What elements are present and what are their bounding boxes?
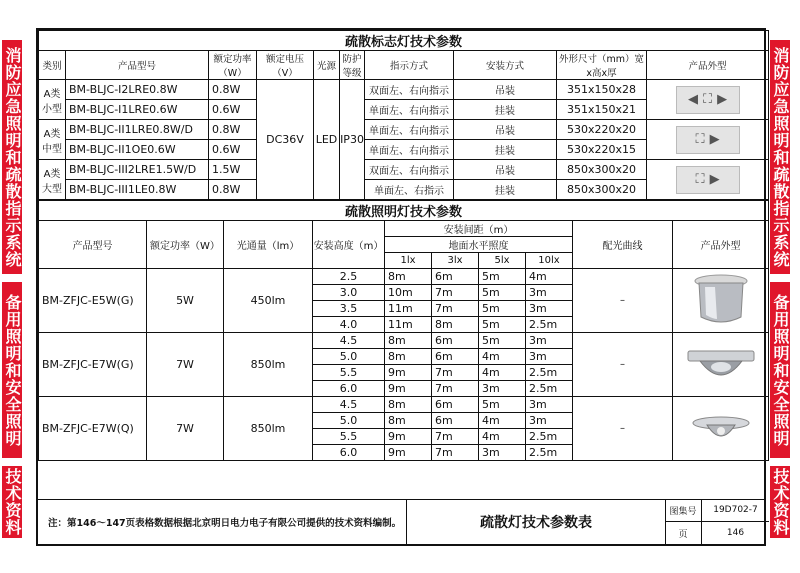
indicate-cell: 单面左、右向指示 — [365, 140, 454, 160]
height-cell: 3.5 — [313, 301, 385, 317]
sign-image-cell — [647, 160, 769, 200]
spacing-cell: 8m — [385, 269, 432, 285]
category-cell: A类小型 — [39, 80, 66, 120]
header-flux: 光通量（lm） — [224, 221, 313, 269]
spacing-cell: 4m — [479, 413, 526, 429]
light-table-body — [39, 269, 769, 461]
spacing-cell: 2.5m — [526, 445, 573, 461]
header-lux: 3lx — [432, 253, 479, 269]
sign-image-cell — [647, 120, 769, 160]
tab-tech-data[interactable]: 技术资料 — [771, 468, 790, 536]
power-cell: 0.8W — [209, 180, 257, 200]
exit-sign-small-image — [676, 86, 740, 114]
size-cell: 351x150x28 — [557, 80, 647, 100]
model-cell: BM-BLJC-III2LRE1.5W/D — [66, 160, 209, 180]
size-cell: 530x220x15 — [557, 140, 647, 160]
install-cell: 挂装 — [454, 180, 557, 200]
spacing-cell: 8m — [385, 413, 432, 429]
spacing-cell: 5m — [479, 333, 526, 349]
footer-note: 注：第146～147页表格数据根据北京明日电力电子有限公司提供的技术资料编制。 — [48, 518, 402, 529]
height-cell: 6.0 — [313, 445, 385, 461]
size-cell: 850x300x20 — [557, 180, 647, 200]
spacing-cell: 7m — [432, 365, 479, 381]
spacing-cell: 11m — [385, 317, 432, 333]
spacing-cell: 6m — [432, 397, 479, 413]
spacing-cell: 9m — [385, 429, 432, 445]
spacing-cell: 4m — [479, 365, 526, 381]
running-man-icon: ⛶ — [695, 132, 705, 147]
running-man-icon: ⛶ — [702, 92, 713, 107]
flux-cell: 850lm — [224, 397, 313, 461]
light-table-title: 疏散照明灯技术参数 — [39, 201, 769, 221]
spacing-cell: 7m — [432, 381, 479, 397]
height-cell: 5.0 — [313, 413, 385, 429]
model-cell: BM-BLJC-II1OE0.6W — [66, 140, 209, 160]
power-cell: 1.5W — [209, 160, 257, 180]
header-install: 安装方式 — [454, 51, 557, 80]
tab-emergency-lighting[interactable]: 消防应急照明和疏散指示系统 — [2, 40, 22, 274]
height-cell: 4.5 — [313, 333, 385, 349]
height-cell: 2.5 — [313, 269, 385, 285]
header-indicate: 指示方式 — [365, 51, 454, 80]
power-cell: 7W — [147, 333, 224, 397]
protection-cell: IP30 — [340, 80, 365, 200]
height-cell: 3.0 — [313, 285, 385, 301]
sheet-meta — [665, 499, 769, 544]
power-cell: 5W — [147, 269, 224, 333]
tab-tech-data[interactable]: 技术资料 — [3, 468, 22, 536]
header-voltage: 额定电压（V） — [257, 51, 314, 80]
emergency-lamp-image — [673, 413, 768, 445]
title-box — [406, 499, 769, 544]
curve-cell: – — [573, 333, 673, 397]
spacing-cell: 8m — [385, 349, 432, 365]
atlas-number: 19D702-7 — [713, 505, 758, 515]
header-illuminance: 地面水平照度 — [385, 237, 573, 253]
spacing-cell: 2.5m — [526, 365, 573, 381]
spacing-cell: 6m — [432, 333, 479, 349]
spacing-cell: 5m — [479, 269, 526, 285]
right-side-tabs — [770, 40, 798, 546]
page-label: 页 — [665, 522, 702, 544]
height-cell: 5.0 — [313, 349, 385, 365]
header-light-source: 光源 — [314, 51, 340, 80]
spacing-cell: 9m — [385, 365, 432, 381]
model-cell: BM-BLJC-I2LRE0.8W — [66, 80, 209, 100]
size-cell: 351x150x21 — [557, 100, 647, 120]
spacing-cell: 2.5m — [526, 429, 573, 445]
category-cell: A类中型 — [39, 120, 66, 160]
install-cell: 吊装 — [454, 120, 557, 140]
height-cell: 4.5 — [313, 397, 385, 413]
header-shape: 产品外型 — [647, 51, 769, 80]
spacing-cell: 7m — [432, 429, 479, 445]
spacing-cell: 10m — [385, 285, 432, 301]
spacing-cell: 8m — [385, 397, 432, 413]
power-cell: 0.8W — [209, 120, 257, 140]
height-cell: 5.5 — [313, 365, 385, 381]
arrow-right-icon: ▶ — [709, 172, 720, 187]
tab-standby-lighting[interactable]: 备用照明和安全照明 — [2, 282, 22, 458]
spacing-cell: 4m — [479, 349, 526, 365]
spacing-cell: 5m — [479, 285, 526, 301]
model-cell: BM-BLJC-III1LE0.8W — [66, 180, 209, 200]
power-cell: 7W — [147, 397, 224, 461]
curve-cell: – — [573, 397, 673, 461]
table-row — [39, 80, 769, 100]
indicate-cell: 双面左、右向指示 — [365, 160, 454, 180]
curve-cell: – — [573, 269, 673, 333]
illumination-light-table — [38, 200, 769, 461]
height-cell: 6.0 — [313, 381, 385, 397]
install-cell: 挂装 — [454, 140, 557, 160]
header-curve: 配光曲线 — [573, 221, 673, 269]
flux-cell: 850lm — [224, 333, 313, 397]
spacing-cell: 3m — [479, 445, 526, 461]
header-height: 安装高度（m） — [313, 221, 385, 269]
spacing-cell: 6m — [432, 269, 479, 285]
spacing-cell: 9m — [385, 381, 432, 397]
page-number: 146 — [726, 528, 745, 538]
exit-sign-medium-image — [676, 126, 740, 154]
spacing-cell: 3m — [526, 333, 573, 349]
lamp-image-cell — [673, 333, 769, 397]
sign-light-table — [38, 30, 769, 200]
emergency-lamp-image — [673, 345, 768, 385]
sheet-title: 疏散灯技术参数表 — [407, 499, 666, 544]
model-cell: BM-BLJC-I1LRE0.6W — [66, 100, 209, 120]
atlas-label: 图集号 — [665, 499, 702, 521]
sign-table-header — [39, 51, 769, 80]
power-cell: 0.8W — [209, 80, 257, 100]
model-cell: BM-ZFJC-E5W(G) — [39, 269, 147, 333]
table-row — [39, 397, 769, 413]
spacing-cell: 7m — [432, 445, 479, 461]
spacing-cell: 8m — [432, 317, 479, 333]
table-row — [39, 160, 769, 180]
power-cell: 0.6W — [209, 100, 257, 120]
sign-image-cell — [647, 80, 769, 120]
tab-emergency-lighting[interactable]: 消防应急照明和疏散指示系统 — [770, 40, 790, 274]
model-cell: BM-ZFJC-E7W(G) — [39, 333, 147, 397]
header-spacing: 安装间距（m） — [385, 221, 573, 237]
drawing-frame — [36, 28, 766, 546]
header-protection: 防护等级 — [340, 51, 365, 80]
spacing-cell: 3m — [526, 349, 573, 365]
category-cell: A类大型 — [39, 160, 66, 200]
indicate-cell: 双面左、右向指示 — [365, 80, 454, 100]
table-row — [39, 333, 769, 349]
sign-table-title: 疏散标志灯技术参数 — [39, 31, 769, 51]
exit-sign-large-image — [676, 166, 740, 194]
spacing-cell: 9m — [385, 445, 432, 461]
spacing-cell: 3m — [526, 285, 573, 301]
spacing-cell: 3m — [526, 301, 573, 317]
spacing-cell: 6m — [432, 349, 479, 365]
left-side-tabs — [2, 40, 30, 546]
spacing-cell: 2.5m — [526, 381, 573, 397]
indicate-cell: 单面左、右向指示 — [365, 120, 454, 140]
voltage-cell: DC36V — [257, 80, 314, 200]
spacing-cell: 3m — [526, 413, 573, 429]
table-row — [39, 269, 769, 285]
spacing-cell: 7m — [432, 285, 479, 301]
tab-standby-lighting[interactable]: 备用照明和安全照明 — [770, 282, 790, 458]
lamp-image-cell — [673, 269, 769, 333]
header-lux: 10lx — [526, 253, 573, 269]
spacing-cell: 5m — [479, 317, 526, 333]
header-power: 额定功率（W） — [209, 51, 257, 80]
install-cell: 吊装 — [454, 160, 557, 180]
spacing-cell: 8m — [385, 333, 432, 349]
indicate-cell: 单面左、右指示 — [365, 180, 454, 200]
model-cell: BM-BLJC-II1LRE0.8W/D — [66, 120, 209, 140]
table-row — [39, 120, 769, 140]
model-cell: BM-ZFJC-E7W(Q) — [39, 397, 147, 461]
spacing-cell: 4m — [479, 429, 526, 445]
arrow-right-icon: ▶ — [709, 132, 720, 147]
spacing-cell: 5m — [479, 301, 526, 317]
title-block — [38, 499, 764, 544]
spacing-cell: 11m — [385, 301, 432, 317]
header-power: 额定功率（W） — [147, 221, 224, 269]
indicate-cell: 单面左、右向指示 — [365, 100, 454, 120]
light-table-header — [39, 221, 769, 237]
spacing-cell: 2.5m — [526, 317, 573, 333]
size-cell: 850x300x20 — [557, 160, 647, 180]
spacing-cell: 5m — [479, 397, 526, 413]
height-cell: 5.5 — [313, 429, 385, 445]
install-cell: 吊装 — [454, 80, 557, 100]
header-lux: 1lx — [385, 253, 432, 269]
height-cell: 4.0 — [313, 317, 385, 333]
arrow-left-icon: ◀ — [687, 92, 698, 107]
spacing-cell: 3m — [479, 381, 526, 397]
header-lux: 5lx — [479, 253, 526, 269]
emergency-lamp-image — [673, 273, 768, 329]
spacing-cell: 3m — [526, 397, 573, 413]
install-cell: 挂装 — [454, 100, 557, 120]
header-shape: 产品外型 — [673, 221, 769, 269]
spacing-cell: 6m — [432, 413, 479, 429]
header-category: 类别 — [39, 51, 66, 80]
lamp-image-cell — [673, 397, 769, 461]
light-source-cell: LED — [314, 80, 340, 200]
header-size: 外形尺寸（mm）宽x高x厚 — [557, 51, 647, 80]
spacing-cell: 7m — [432, 301, 479, 317]
running-man-icon: ⛶ — [695, 172, 705, 187]
flux-cell: 450lm — [224, 269, 313, 333]
header-model: 产品型号 — [66, 51, 209, 80]
spacing-cell: 4m — [526, 269, 573, 285]
header-model: 产品型号 — [39, 221, 147, 269]
size-cell: 530x220x20 — [557, 120, 647, 140]
arrow-right-icon: ▶ — [717, 92, 728, 107]
power-cell: 0.6W — [209, 140, 257, 160]
